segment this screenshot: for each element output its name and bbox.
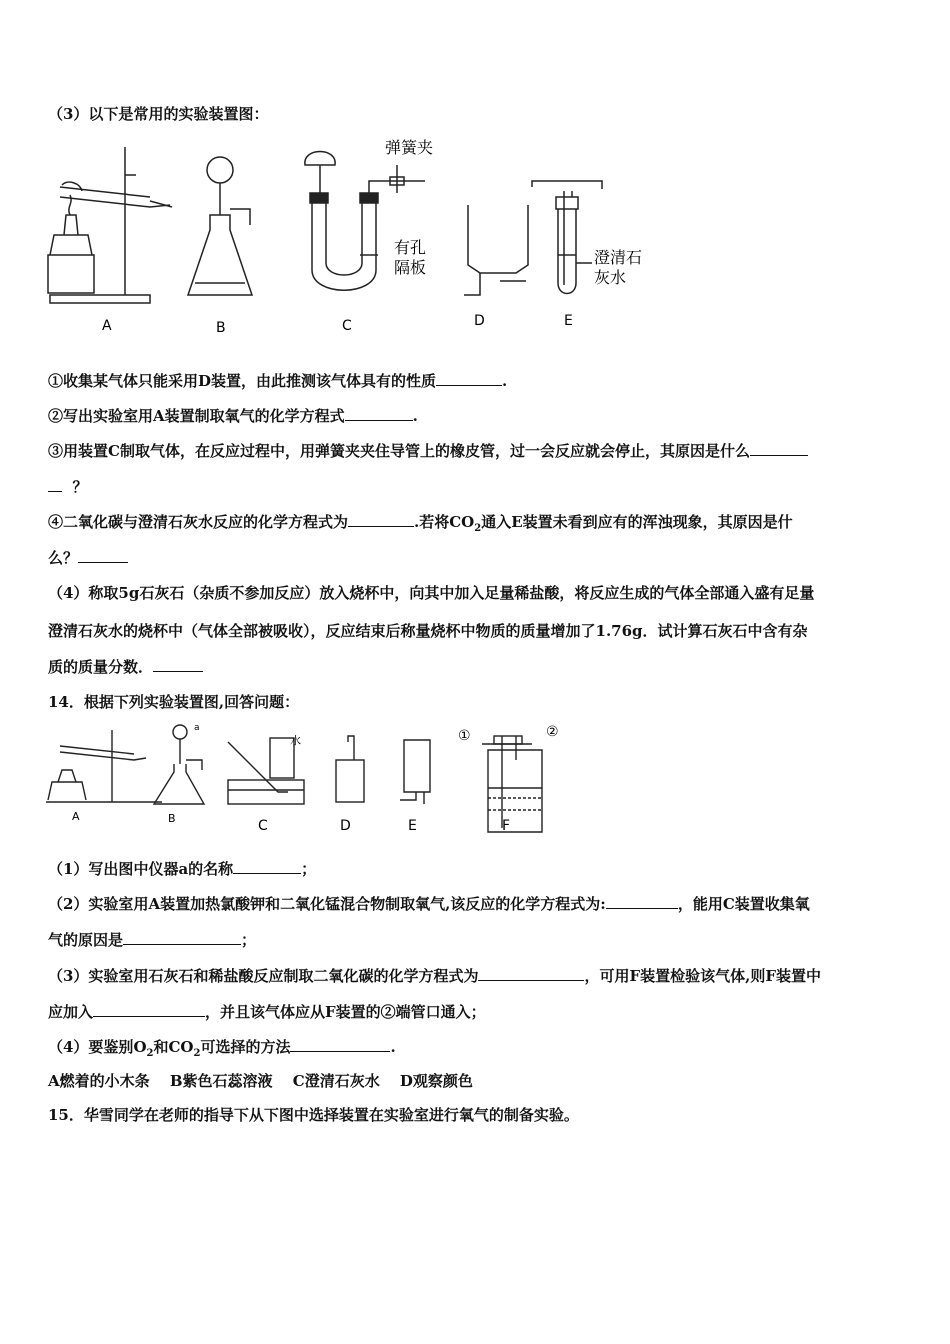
q13-3-intro: （3）以下是常用的实验装置图： — [48, 105, 269, 123]
answer-blank[interactable] — [348, 512, 414, 527]
answer-blank[interactable] — [123, 930, 241, 945]
q14-p3: （3）实验室用石灰石和稀盐酸反应制取二氧化碳的化学方程式为 ，可用F装置检验该气体,则F装置中 — [48, 967, 821, 985]
q13-4-line2: 澄清石灰水的烧杯中（气体全部被吸收），反应结束后称量烧杯中物质的质量增加了1.76g．试计算石灰石中含有杂 — [48, 622, 808, 640]
q13-s3: ③用装置C制取气体，在反应过程中，用弹簧夹夹住导管上的橡皮管，过一会反应就会停止，其原因是什么 — [48, 440, 808, 461]
q13-s2: ②写出实验室用A装置制取氧气的化学方程式 . — [48, 407, 418, 425]
fig14-label-c: C — [258, 818, 268, 834]
annot-lime-1: 澄清石 — [594, 248, 643, 267]
fig13-label-d: D — [474, 313, 485, 329]
q13-4-line3: 质的质量分数． — [48, 656, 203, 677]
fig13-label-c: C — [342, 318, 352, 334]
q14-options: A燃着的小木条 B紫色石蕊溶液 C澄清石灰水 D观察颜色 — [48, 1072, 473, 1090]
fig14-label-e: E — [408, 818, 417, 834]
annot-instrument-a: a — [194, 723, 200, 733]
annot-lime-2: 灰水 — [594, 268, 627, 287]
answer-blank[interactable] — [233, 859, 301, 874]
fig13-label-a: A — [102, 318, 112, 334]
q13-s3-cont: ？ — [48, 476, 87, 497]
answer-blank[interactable] — [436, 371, 502, 386]
fig13-label-e: E — [564, 313, 573, 329]
q14-p2: （2）实验室用A装置加热氯酸钾和二氧化锰混合物制取氧气,该反应的化学方程式为: ，能用C装置收集氧 — [48, 895, 810, 913]
answer-blank[interactable] — [153, 657, 203, 672]
answer-blank[interactable] — [78, 548, 128, 563]
annot-water: 水 — [290, 734, 301, 747]
q14-p1: （1）写出图中仪器a的名称 ； — [48, 860, 317, 878]
answer-blank[interactable] — [750, 441, 808, 456]
annot-hole-2: 隔板 — [394, 258, 427, 277]
q14-title: 14．根据下列实验装置图,回答问题： — [48, 693, 300, 711]
annot-port-1: ① — [458, 728, 471, 744]
annot-spring-clip: 弹簧夹 — [385, 138, 434, 157]
answer-blank[interactable] — [290, 1037, 390, 1052]
figure-apparatus-14 — [42, 720, 582, 838]
q14-p4: （4）要鉴别$O_2$和$CO_2$可选择的方法 . — [48, 1038, 396, 1059]
fig14-label-a: A — [72, 810, 80, 823]
fig13-label-b: B — [216, 320, 226, 335]
answer-blank[interactable] — [93, 1002, 205, 1017]
fig14-label-b: B — [168, 812, 176, 825]
q13-s1: ①收集某气体只能采用D装置，由此推测该气体具有的性质 . — [48, 372, 508, 390]
q13-4-line1: （4）称取5g石灰石（杂质不参加反应）放入烧杯中，向其中加入足量稀盐酸，将反应生成的气体全部通入盛有足量 — [48, 584, 815, 602]
fig14-label-f: F — [502, 818, 511, 834]
answer-blank[interactable] — [478, 966, 584, 981]
answer-blank[interactable] — [345, 406, 413, 421]
annot-hole-1: 有孔 — [394, 238, 427, 257]
q15-title: 15．华雪同学在老师的指导下从下图中选择装置在实验室进行氧气的制备实验。 — [48, 1106, 579, 1124]
q13-s4-cont: 么？ — [48, 547, 128, 568]
q14-p2-cont: 气的原因是 ； — [48, 931, 257, 949]
fig14-label-d: D — [340, 818, 351, 834]
annot-port-2: ② — [546, 724, 559, 740]
figure-apparatus-13 — [40, 135, 660, 335]
q13-s4: ④二氧化碳与澄清石灰水反应的化学方程式为 .若将$CO_2$通入E装置未看到应有的浑浊现象，其原因是什 — [48, 513, 793, 534]
q14-p3-cont: 应加入 ，并且该气体应从F装置的②端管口通入； — [48, 1003, 486, 1021]
answer-blank[interactable] — [606, 894, 678, 909]
answer-blank[interactable] — [48, 477, 62, 492]
